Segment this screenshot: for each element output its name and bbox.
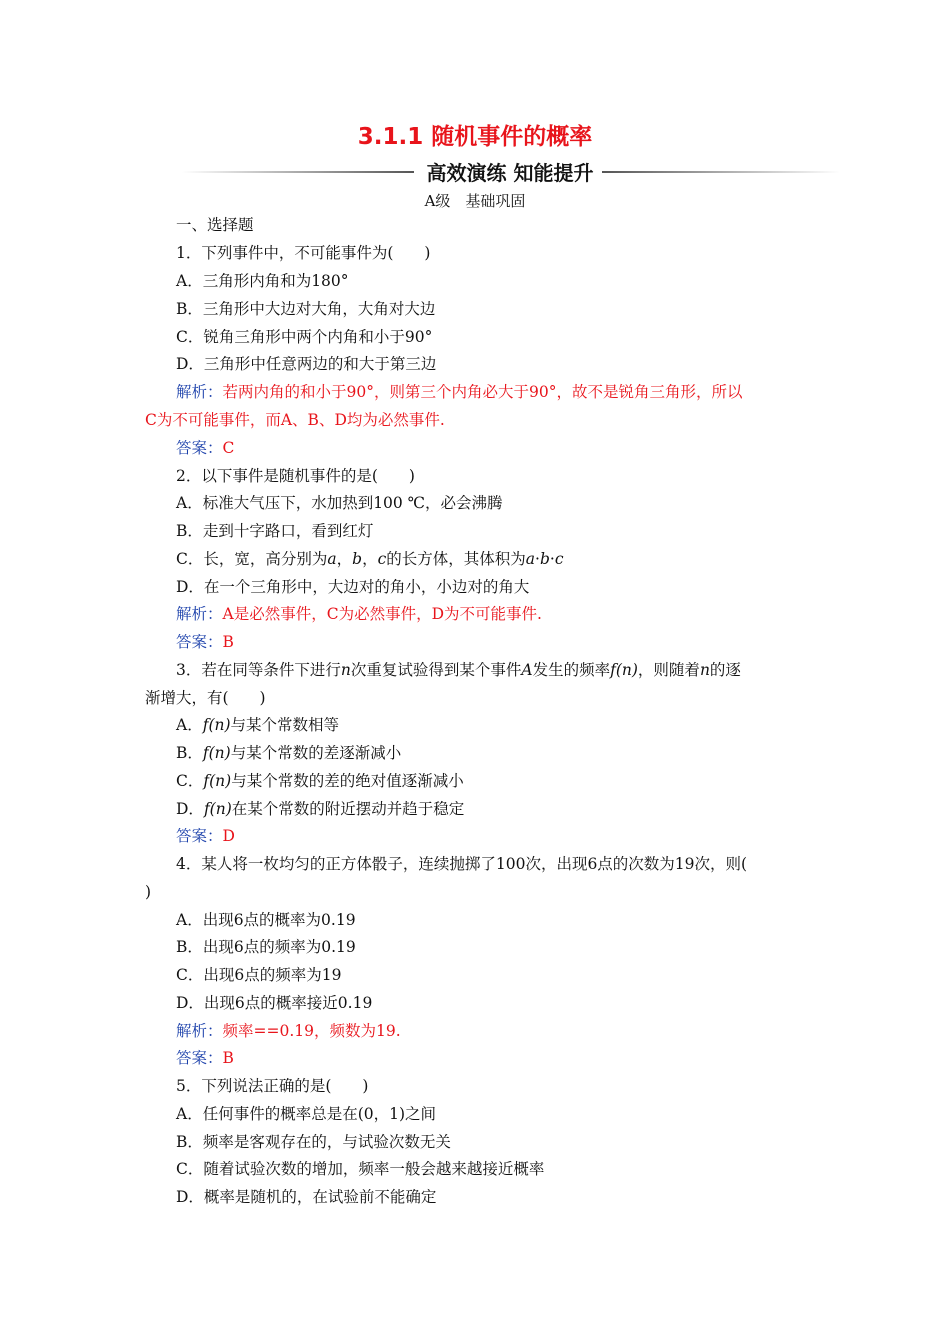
q4-option-c: C．出现6点的频率为19 (176, 966, 342, 984)
answer-value: D (222, 827, 235, 845)
q3-option-d (176, 799, 464, 819)
q3-option-c (176, 771, 464, 791)
text: C． (176, 772, 204, 790)
var-a: a (525, 550, 536, 568)
text: · (549, 550, 555, 568)
section-banner: 高效演练 知能提升 (426, 161, 594, 185)
analysis-text: 频率==0.19，频数为19. (222, 1022, 401, 1040)
text: · (535, 550, 540, 568)
document-title: 3.1.1 随机事件的概率 (357, 124, 593, 150)
text: ， (362, 550, 378, 568)
q3-option-a (176, 715, 339, 735)
q2-option-b: B．走到十字路口，看到红灯 (176, 522, 374, 540)
var-c: c (554, 550, 564, 568)
q5-stem: 5．下列说法正确的是( ) (176, 1077, 369, 1095)
text: 在某个常数的附近摆动并趋于稳定 (231, 800, 465, 818)
text: 次重复试验得到某个事件 (350, 661, 522, 679)
var-A: A (521, 661, 533, 679)
q4-option-b: B．出现6点的频率为0.19 (176, 938, 356, 956)
level-heading: A级 基础巩固 (424, 192, 526, 210)
q2-answer (176, 632, 234, 652)
text: C．长，宽，高分别为 (176, 550, 328, 568)
q1-answer (176, 438, 234, 458)
analysis-label: 解析： (176, 383, 223, 401)
text: 与某个常数相等 (230, 716, 340, 734)
var-b: b (352, 550, 363, 568)
var-n: n (340, 661, 351, 679)
q4-stem: 4．某人将一枚均匀的正方体骰子，连续抛掷了100次，出现6点的次数为19次，则( (176, 855, 748, 873)
q4-analysis (176, 1021, 401, 1041)
text: A． (176, 716, 203, 734)
func-fn: f(n) (202, 744, 231, 762)
q2-stem: 2．以下事件是随机事件的是( ) (176, 467, 415, 485)
q4-stem-cont: ) (145, 883, 152, 901)
q4-option-a: A．出现6点的概率为0.19 (176, 911, 356, 929)
text: 3．若在同等条件下进行 (176, 661, 341, 679)
answer-value: B (222, 1049, 234, 1067)
q2-option-a: A．标准大气压下，水加热到100 ℃，必会沸腾 (176, 494, 503, 512)
text: 的逐 (709, 661, 741, 679)
q1-option-d: D．三角形中任意两边的和大于第三边 (176, 355, 437, 373)
text: 与某个常数的差的绝对值逐渐减小 (231, 772, 464, 790)
var-b: b (539, 550, 550, 568)
q5-option-c: C．随着试验次数的增加，频率一般会越来越接近概率 (176, 1160, 545, 1178)
var-a: a (327, 550, 337, 568)
banner-rule-right (602, 171, 840, 173)
analysis-text: 若两内角的和小于90°，则第三个内角必大于90°，故不是锐角三角形，所以 (222, 383, 743, 401)
q4-answer (176, 1048, 234, 1068)
q3-answer (176, 826, 235, 846)
text: 的长方体，其体积为 (386, 550, 526, 568)
q4-option-d: D．出现6点的概率接近0.19 (176, 994, 373, 1012)
text: 与某个常数的差逐渐减小 (230, 744, 402, 762)
q2-option-c (176, 549, 564, 569)
q1-option-a: A．三角形内角和为180° (176, 272, 349, 290)
q1-analysis (176, 382, 742, 402)
text: 发生的频率 (532, 661, 611, 679)
q3-stem (176, 660, 741, 680)
func-fn: f(n) (203, 772, 232, 790)
func-fn: f(n) (203, 800, 232, 818)
var-c: c (377, 550, 387, 568)
answer-label: 答案： (176, 1049, 223, 1067)
section-heading: 一、选择题 (176, 216, 254, 234)
q1-stem: 1．下列事件中，不可能事件为( ) (176, 244, 431, 262)
func-fn: f(n) (202, 716, 231, 734)
q5-option-b: B．频率是客观存在的，与试验次数无关 (176, 1133, 451, 1151)
answer-label: 答案： (176, 827, 223, 845)
q5-option-d: D．概率是随机的，在试验前不能确定 (176, 1188, 437, 1206)
var-n: n (699, 661, 710, 679)
text: B． (176, 744, 203, 762)
analysis-text: A是必然事件，C为必然事件，D为不可能事件. (222, 605, 542, 623)
q3-option-b (176, 743, 401, 763)
answer-value: C (222, 439, 235, 457)
answer-label: 答案： (176, 439, 223, 457)
text: ，则随着 (637, 661, 700, 679)
analysis-label: 解析： (176, 1022, 223, 1040)
q3-stem-cont: 渐增大，有( ) (145, 689, 266, 707)
q1-option-c: C．锐角三角形中两个内角和小于90° (176, 328, 433, 346)
answer-label: 答案： (176, 633, 223, 651)
q2-analysis (176, 604, 542, 624)
analysis-label: 解析： (176, 605, 223, 623)
q1-option-b: B．三角形中大边对大角，大角对大边 (176, 300, 436, 318)
q5-option-a: A．任何事件的概率总是在(0，1)之间 (176, 1105, 437, 1123)
func-fn: f(n) (610, 661, 638, 679)
q1-analysis-cont: C为不可能事件，而A、B、D均为必然事件. (145, 411, 445, 429)
q2-option-d: D．在一个三角形中，大边对的角小，小边对的角大 (176, 578, 530, 596)
text: ， (336, 550, 353, 568)
answer-value: B (222, 633, 234, 651)
text: D． (176, 800, 204, 818)
banner-rule-left (182, 171, 414, 173)
